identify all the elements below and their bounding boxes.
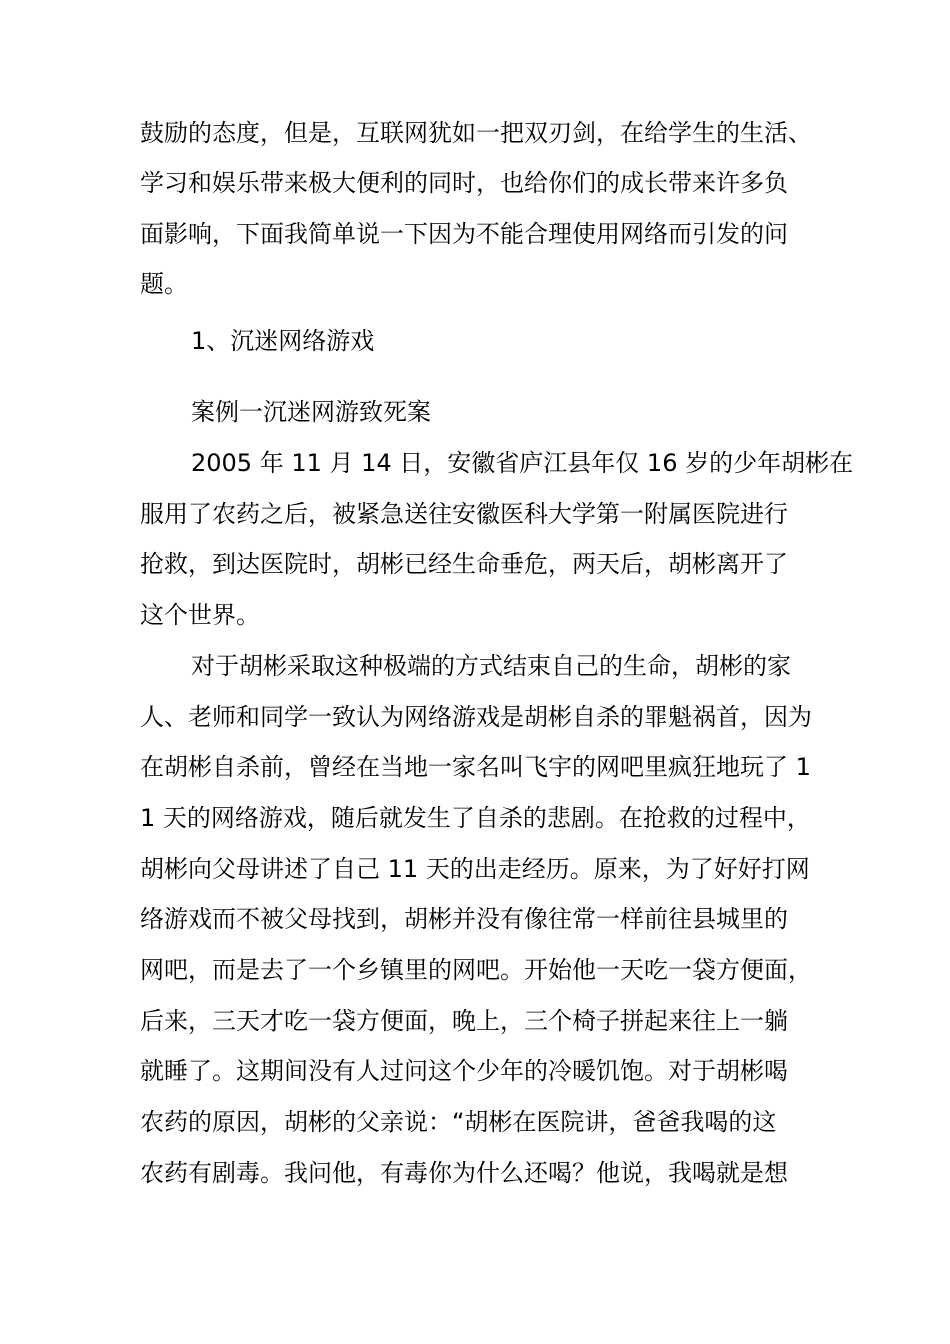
text-line: 网吧，而是去了一个乡镇里的网吧。开始他一天吃一袋方便面，	[140, 956, 812, 984]
text-line: 这个世界。	[140, 601, 260, 629]
text-line: 抢救，到达医院时，胡彬已经生命垂危，两天后，胡彬离开了	[140, 550, 788, 578]
text-line: 在胡彬自杀前，曾经在当地一家名叫飞宇的网吧里疯狂地玩了 1	[140, 753, 811, 781]
text-line: 鼓励的态度，但是，互联网犹如一把双刃剑，在给学生的生活、	[140, 119, 812, 147]
text-line: 农药的原因，胡彬的父亲说：“胡彬在医院讲，爸爸我喝的这	[140, 1108, 777, 1136]
text-line: 对于胡彬采取这种极端的方式结束自己的生命，胡彬的家	[191, 652, 791, 680]
text-line: 1 天的网络游戏，随后就发生了自杀的悲剧。在抢救的过程中，	[140, 804, 811, 832]
text-line: 胡彬向父母讲述了自己 11 天的出走经历。原来，为了好好打网	[140, 855, 810, 883]
text-line: 后来，三天才吃一袋方便面，晚上，三个椅子拼起来往上一躺	[140, 1007, 788, 1035]
text-line: 人、老师和同学一致认为网络游戏是胡彬自杀的罪魁祸首，因为	[140, 703, 812, 731]
case-title: 案例一沉迷网游致死案	[191, 398, 431, 426]
text-line: 就睡了。这期间没有人过问这个少年的冷暖饥饱。对于胡彬喝	[140, 1057, 788, 1085]
text-line: 学习和娱乐带来极大便利的同时，也给你们的成长带来许多负	[140, 169, 788, 197]
text-line: 2005 年 11 月 14 日，安徽省庐江县年仅 16 岁的少年胡彬在	[191, 449, 854, 477]
section-heading: 1、沉迷网络游戏	[191, 327, 375, 355]
text-line: 面影响，下面我简单说一下因为不能合理使用网络而引发的问	[140, 220, 788, 248]
text-line: 服用了农药之后，被紧急送往安徽医科大学第一附属医院进行	[140, 500, 788, 528]
text-line: 题。	[140, 270, 188, 298]
text-line: 农药有剧毒。我问他，有毒你为什么还喝？他说，我喝就是想	[140, 1159, 788, 1187]
text-line: 络游戏而不被父母找到，胡彬并没有像往常一样前往县城里的	[140, 905, 788, 933]
